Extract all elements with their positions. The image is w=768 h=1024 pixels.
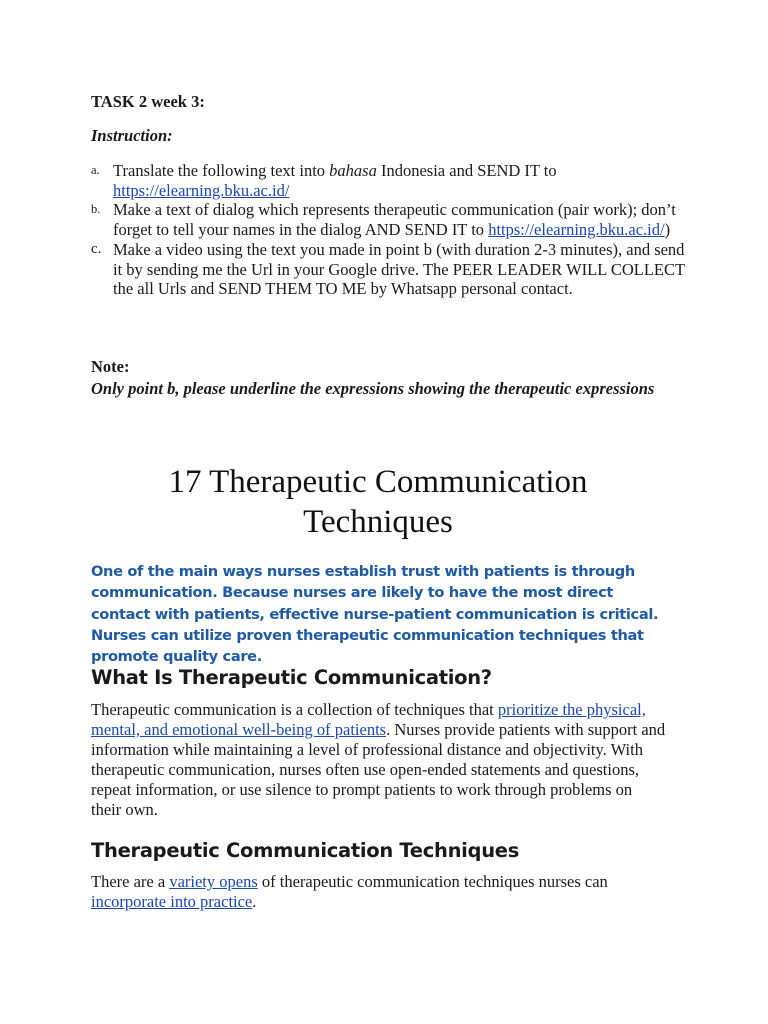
- item-text: Make a video using the text you made in point b (with duration 2-3 minutes), and send it by sending me the Url in your Google drive. The PEER LEADER WILL COLLECT the all Urls and SEND THEM TO ME by Whatsapp personal contact.: [113, 239, 685, 299]
- list-marker: a.: [91, 163, 100, 177]
- note-body: Only point b, please underline the expressions showing the therapeutic expressions: [91, 379, 655, 398]
- list-marker: c.: [91, 240, 102, 257]
- item-italic-text: bahasa: [329, 161, 377, 180]
- section-paragraph-what-is: [91, 700, 666, 819]
- elearning-link[interactable]: https://elearning.bku.ac.id/: [488, 220, 665, 240]
- item-text: Translate the following text into: [113, 161, 330, 180]
- list-marker: b.: [91, 202, 101, 217]
- item-text: Indonesia and SEND IT to: [376, 161, 557, 180]
- section-heading-techniques: Therapeutic Communication Techniques: [91, 839, 520, 862]
- elearning-link[interactable]: https://elearning.bku.ac.id/: [113, 180, 290, 200]
- incorporate-link[interactable]: incorporate into practice: [91, 892, 253, 911]
- section-paragraph-techniques: [91, 872, 666, 912]
- instruction-item-c: [91, 240, 691, 299]
- note-heading: Note:: [91, 357, 130, 376]
- paragraph-text: There are a: [91, 872, 170, 891]
- prioritize-link[interactable]: prioritize the physical, mental, and emotional well-being of patients: [91, 700, 646, 739]
- instruction-heading: Instruction:: [91, 126, 173, 145]
- article-title: 17 Therapeutic Communication Techniques: [168, 464, 588, 540]
- instruction-item-a: [91, 161, 691, 200]
- paragraph-text: . Nurses provide patients with support and information while maintaining a level of professional distance and objectivity. With therapeutic communication, nurses often use open-ended statements and questions, repeat information, or use silence to prompt patients to work through problems on their own.: [91, 719, 666, 819]
- item-text: ): [664, 220, 671, 240]
- item-text: Make a text of dialog which represents therapeutic communication (pair work); don’t forget to tell your names in the dialog AND SEND IT to: [113, 200, 676, 240]
- variety-link[interactable]: variety opens: [169, 872, 258, 891]
- paragraph-text: Therapeutic communication is a collection of techniques that: [91, 700, 498, 719]
- task-heading: TASK 2 week 3:: [91, 92, 205, 111]
- paragraph-text: .: [252, 892, 257, 911]
- article-intro: One of the main ways nurses establish trust with patients is through communication. Because nurses are likely to have the most direct contact with patients, effective nurse-patient communication is critical. Nurses can utilize proven therapeutic communication techniques that promote quality care.: [91, 563, 659, 666]
- section-heading-what-is: What Is Therapeutic Communication?: [91, 666, 492, 689]
- paragraph-text: of therapeutic communication techniques nurses can: [257, 872, 608, 891]
- instruction-list: [91, 161, 691, 299]
- instruction-item-b: [91, 200, 691, 239]
